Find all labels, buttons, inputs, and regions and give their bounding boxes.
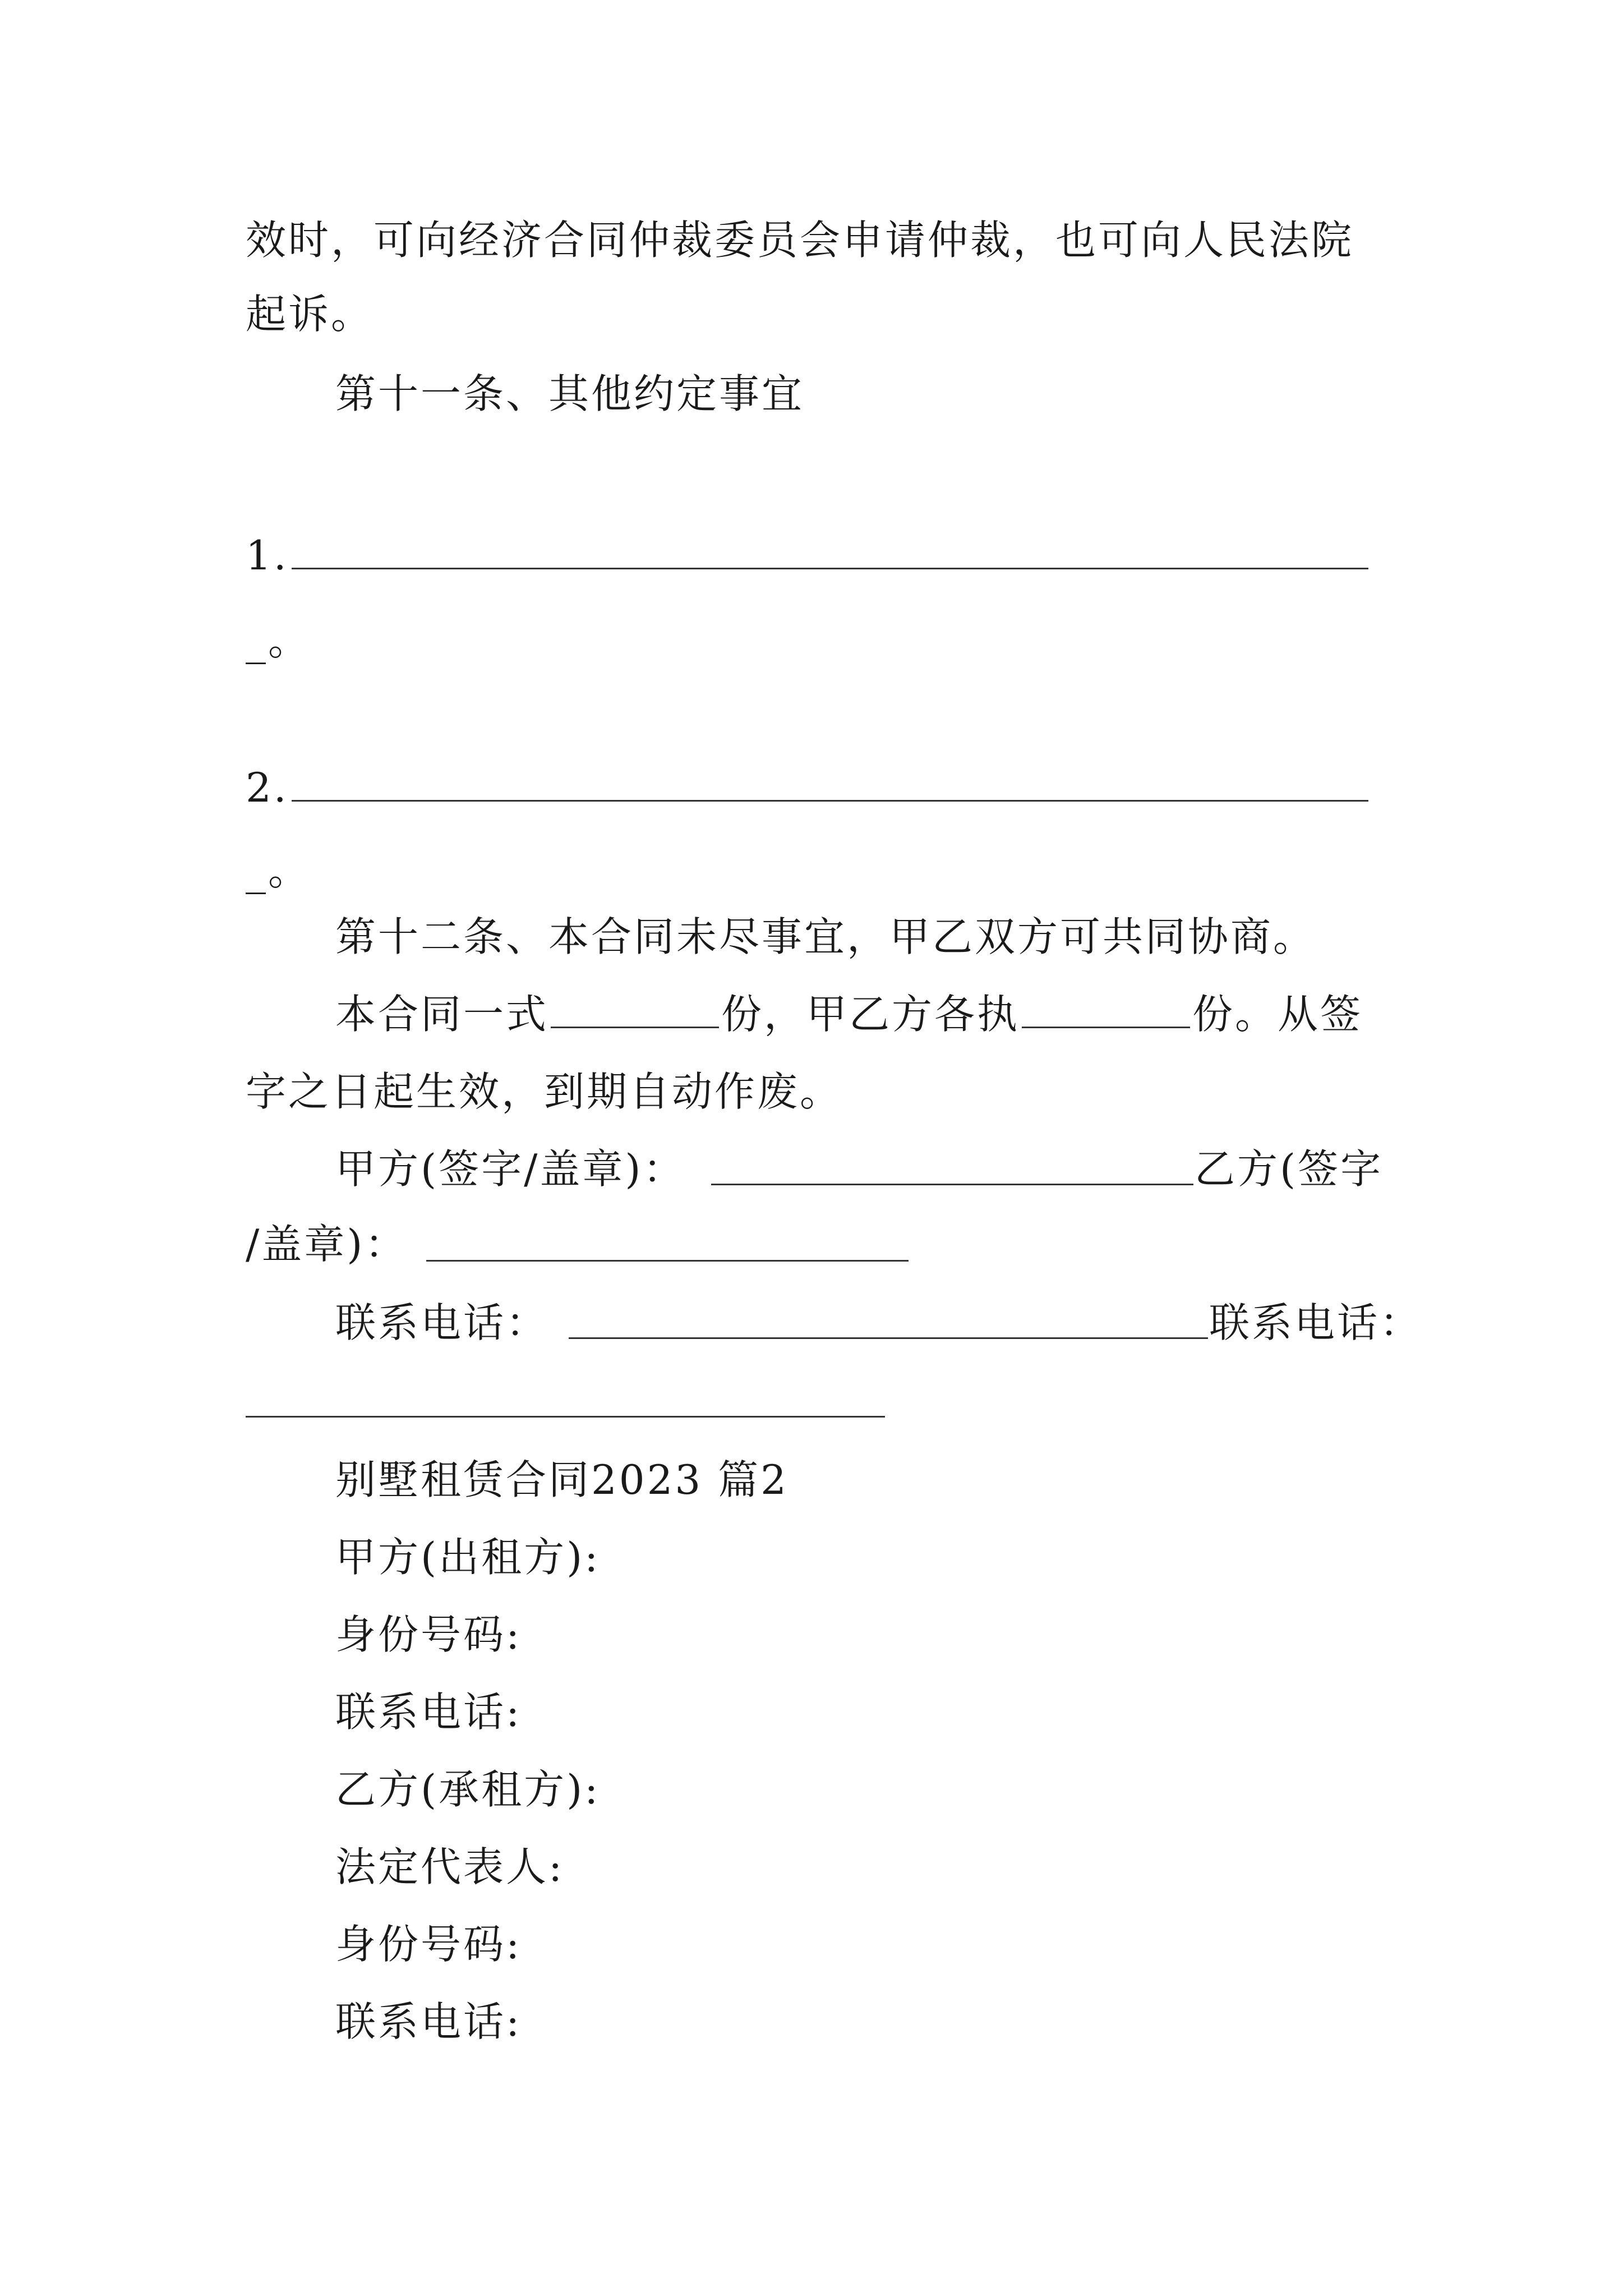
copies-text-a: 本合同一式 [335,991,549,1038]
copies-total-blank [551,993,719,1028]
item-1-blank-line [292,568,1368,569]
lessee-phone-label: 联系电话: [335,1998,522,2045]
section-2-title: 别墅租赁合同2023 篇2 [335,1456,789,1503]
party-b-signature-blank [426,1260,909,1262]
signature-line [335,1141,685,1197]
item-2-end: _。 [246,847,311,894]
party-a-phone-blank [569,1337,1208,1339]
party-b-signature-label: 乙方(签字 [1195,1145,1384,1193]
lessor-phone-label: 联系电话: [335,1688,522,1736]
copies-text-c: 份。从签 [1192,991,1363,1038]
copies-clause-line2: 字之日起生效，到期自动作废。 [246,1068,843,1115]
lessee-label: 乙方(承租方): [335,1766,601,1813]
party-b-signature-label-line2: /盖章)： [246,1221,408,1268]
lessee-id-label: 身份号码: [335,1921,522,1968]
lessor-label: 甲方(出租方): [335,1534,601,1581]
copies-text-b: 份，甲乙方各执 [721,991,1020,1038]
article-11-title: 第十一条、其他约定事宜 [335,370,805,417]
legal-representative-label: 法定代表人: [335,1843,565,1890]
party-a-signature-blank [711,1184,1193,1185]
item-2-number: 2. [246,764,289,811]
paragraph-continuation-line2: 起诉。 [246,291,374,338]
copies-each-blank [1022,993,1190,1028]
party-a-signature-label: 甲方(签字/盖章)： [335,1145,686,1193]
party-b-phone-blank [246,1416,885,1418]
lessor-id-label: 身份号码: [335,1611,522,1658]
party-b-phone-label: 联系电话： [1209,1299,1423,1346]
party-a-phone-label: 联系电话： [335,1299,549,1346]
item-2-blank-line [292,800,1368,802]
item-1-number: 1. [246,532,289,579]
paragraph-continuation-line1: 效时，可向经济合同仲裁委员会申请仲裁，也可向人民法院 [246,217,1354,264]
item-1-end: _。 [246,617,311,664]
article-12: 第十二条、本合同未尽事宜，甲乙双方可共同协商。 [335,913,1316,960]
copies-clause [335,986,1363,1042]
